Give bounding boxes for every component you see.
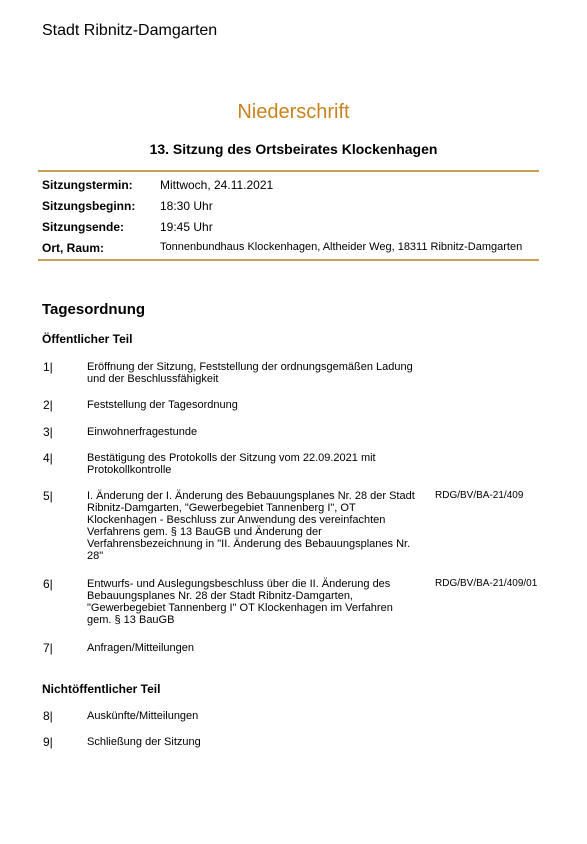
item-number: 3| <box>43 425 53 439</box>
divider-bottom <box>38 259 539 261</box>
info-label: Ort, Raum: <box>42 241 105 255</box>
item-number: 1| <box>43 360 53 374</box>
public-section-heading: Öffentlicher Teil <box>42 332 133 346</box>
item-number: 6| <box>43 577 53 591</box>
item-text: Schließung der Sitzung <box>87 736 201 748</box>
item-number: 9| <box>43 735 53 749</box>
item-text: Auskünfte/Mitteilungen <box>87 710 199 722</box>
info-value: 18:30 Uhr <box>160 199 213 213</box>
item-number: 4| <box>43 451 53 465</box>
document-title: Niederschrift <box>237 101 350 123</box>
divider-top <box>38 170 539 172</box>
item-text: Entwurfs- und Auslegungsbeschluss über die II. Änderung des Bebauungsplanes Nr. 28 der Stadt Ribnitz-Damgarten, "Gewerbegebiet Tannenberg I" OT Klockenhagen im Verfahren gem. § 13 BauGB <box>87 578 393 626</box>
info-value: 19:45 Uhr <box>160 220 213 234</box>
session-title: 13. Sitzung des Ortsbeirates Klockenhagen <box>149 141 438 157</box>
item-number: 8| <box>43 709 53 723</box>
info-label: Sitzungsende: <box>42 220 125 234</box>
item-reference: RDG/BV/BA-21/409 <box>435 490 524 501</box>
private-section-heading: Nichtöffentlicher Teil <box>42 682 161 696</box>
info-label: Sitzungsbeginn: <box>42 199 136 213</box>
city-name: Stadt Ribnitz-Damgarten <box>42 22 218 39</box>
item-number: 5| <box>43 489 53 503</box>
item-text: Einwohnerfragestunde <box>87 426 198 438</box>
item-number: 7| <box>43 641 53 655</box>
item-text: Bestätigung des Protokolls der Sitzung vom 22.09.2021 mit Protokollkontrolle <box>87 452 376 476</box>
agenda-heading: Tagesordnung <box>42 301 146 318</box>
item-text: I. Änderung der I. Änderung des Bebauungsplanes Nr. 28 der Stadt Ribnitz-Damgarten, "Gewerbegebiet Tannenberg I", OT Klockenhagen - Beschluss zur Anwendung des vereinfachten Verfahrens gem. § 13 BauGB und Änderung der Verfahrensbezeichnung in "II. Änderung des Bebauungsplanes Nr. 28" <box>87 490 415 562</box>
item-number: 2| <box>43 398 53 412</box>
item-text: Feststellung der Tagesordnung <box>87 399 238 411</box>
info-value: Mittwoch, 24.11.2021 <box>160 178 274 192</box>
item-reference: RDG/BV/BA-21/409/01 <box>435 578 538 589</box>
item-text: Anfragen/Mitteilungen <box>87 642 195 654</box>
info-value: Tonnenbundhaus Klockenhagen, Altheider Weg, 18311 Ribnitz-Damgarten <box>160 241 523 253</box>
item-text: Eröffnung der Sitzung, Feststellung der ordnungsgemäßen Ladung und der Beschlussfähigkeit <box>87 361 413 385</box>
info-label: Sitzungstermin: <box>42 178 133 192</box>
